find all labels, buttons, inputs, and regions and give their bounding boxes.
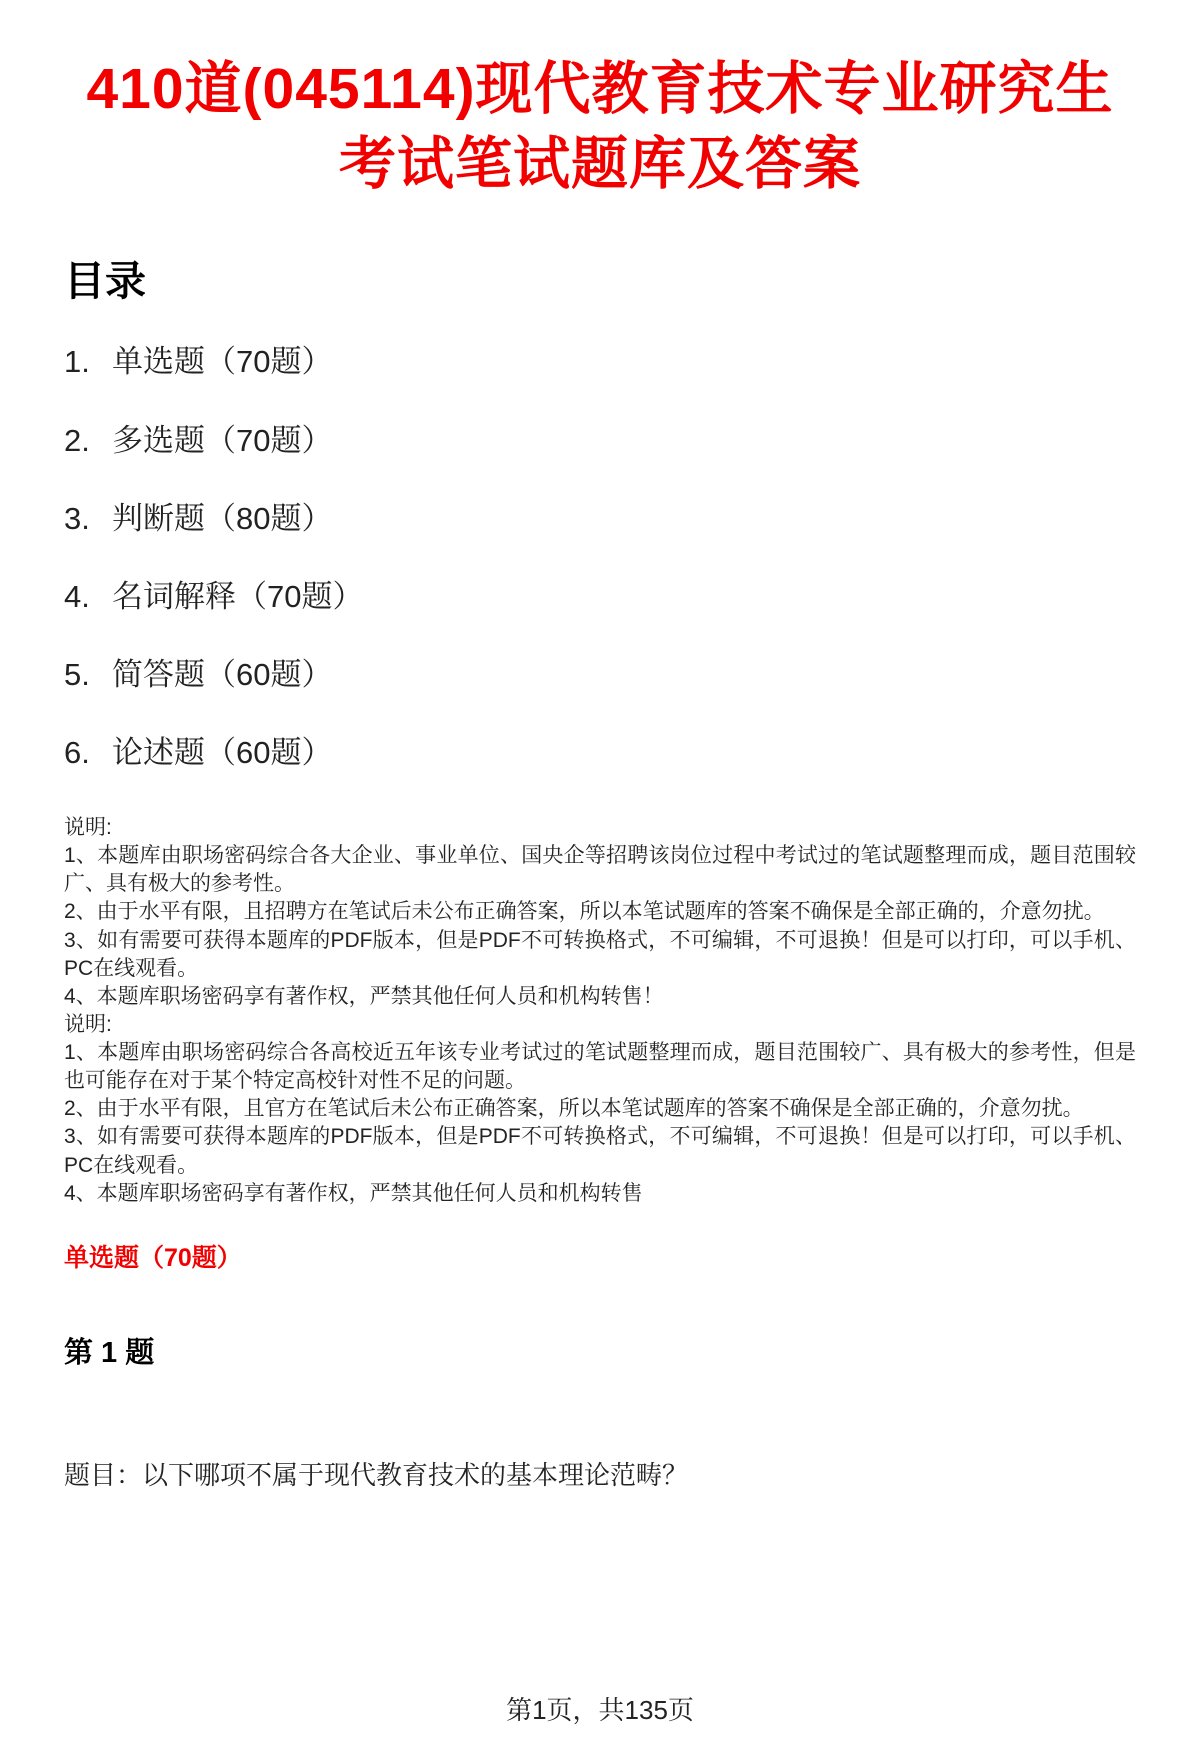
toc-item-number: 5.: [64, 656, 90, 692]
notes-line: 1、本题库由职场密码综合各大企业、事业单位、国央企等招聘该岗位过程中考试过的笔试题整理而成，题目范围较广、具有极大的参考性。: [64, 844, 1136, 896]
page-footer: 第1页，共135页: [506, 1695, 694, 1725]
question-text: 题目：以下哪项不属于现代教育技术的基本理论范畴？: [64, 1459, 689, 1490]
notes-line: 说明:: [64, 1012, 112, 1036]
question-number-heading: 第 1 题: [64, 1336, 155, 1369]
toc-item-label: 判断题（80题）: [112, 500, 333, 536]
notes-line: 1、本题库由职场密码综合各高校近五年该专业考试过的笔试题整理而成，题目范围较广、具有极大的参考性，但是也可能存在对于某个特定高校针对性不足的问题。: [64, 1041, 1136, 1093]
toc-item-number: 2.: [64, 422, 90, 458]
notes-line: 4、本题库职场密码享有著作权，严禁其他任何人员和机构转售！: [64, 984, 664, 1008]
toc-item: [64, 345, 1136, 379]
toc-item-number: 3.: [64, 500, 90, 536]
toc-item: [64, 580, 1136, 614]
toc-list: [64, 345, 1136, 770]
notes-line: 3、如有需要可获得本题库的PDF版本，但是PDF不可转换格式，不可编辑，不可退换！但是可以打印，可以手机、PC在线观看。: [64, 1125, 1136, 1177]
toc-item-label: 论述题（60题）: [112, 734, 333, 770]
notes-line: 2、由于水平有限，且官方在笔试后未公布正确答案，所以本笔试题库的答案不确保是全部正确的，介意勿扰。: [64, 1097, 1084, 1121]
document-title: 410道(045114)现代教育技术专业研究生考试笔试题库及答案: [86, 57, 1114, 197]
notes-line: 3、如有需要可获得本题库的PDF版本，但是PDF不可转换格式，不可编辑，不可退换！但是可以打印，可以手机、PC在线观看。: [64, 928, 1136, 980]
toc-item: [64, 502, 1136, 536]
toc-item-label: 多选题（70题）: [112, 422, 333, 458]
notes-section: [64, 814, 1136, 1208]
toc-item: [64, 658, 1136, 692]
section-heading: 单选题（70题）: [64, 1243, 242, 1272]
toc-item: [64, 424, 1136, 458]
notes-line: 说明:: [64, 816, 112, 840]
toc-item-number: 1.: [64, 344, 90, 380]
toc-item-label: 简答题（60题）: [112, 656, 333, 692]
toc-item-label: 单选题（70题）: [112, 344, 333, 380]
toc-item-number: 4.: [64, 578, 90, 614]
toc-item: [64, 736, 1136, 770]
toc-item-number: 6.: [64, 734, 90, 770]
toc-heading: 目录: [64, 258, 146, 305]
notes-line: 2、由于水平有限，且招聘方在笔试后未公布正确答案，所以本笔试题库的答案不确保是全部正确的，介意勿扰。: [64, 900, 1105, 924]
toc-item-label: 名词解释（70题）: [112, 578, 364, 614]
notes-line: 4、本题库职场密码享有著作权，严禁其他任何人员和机构转售: [64, 1181, 643, 1205]
